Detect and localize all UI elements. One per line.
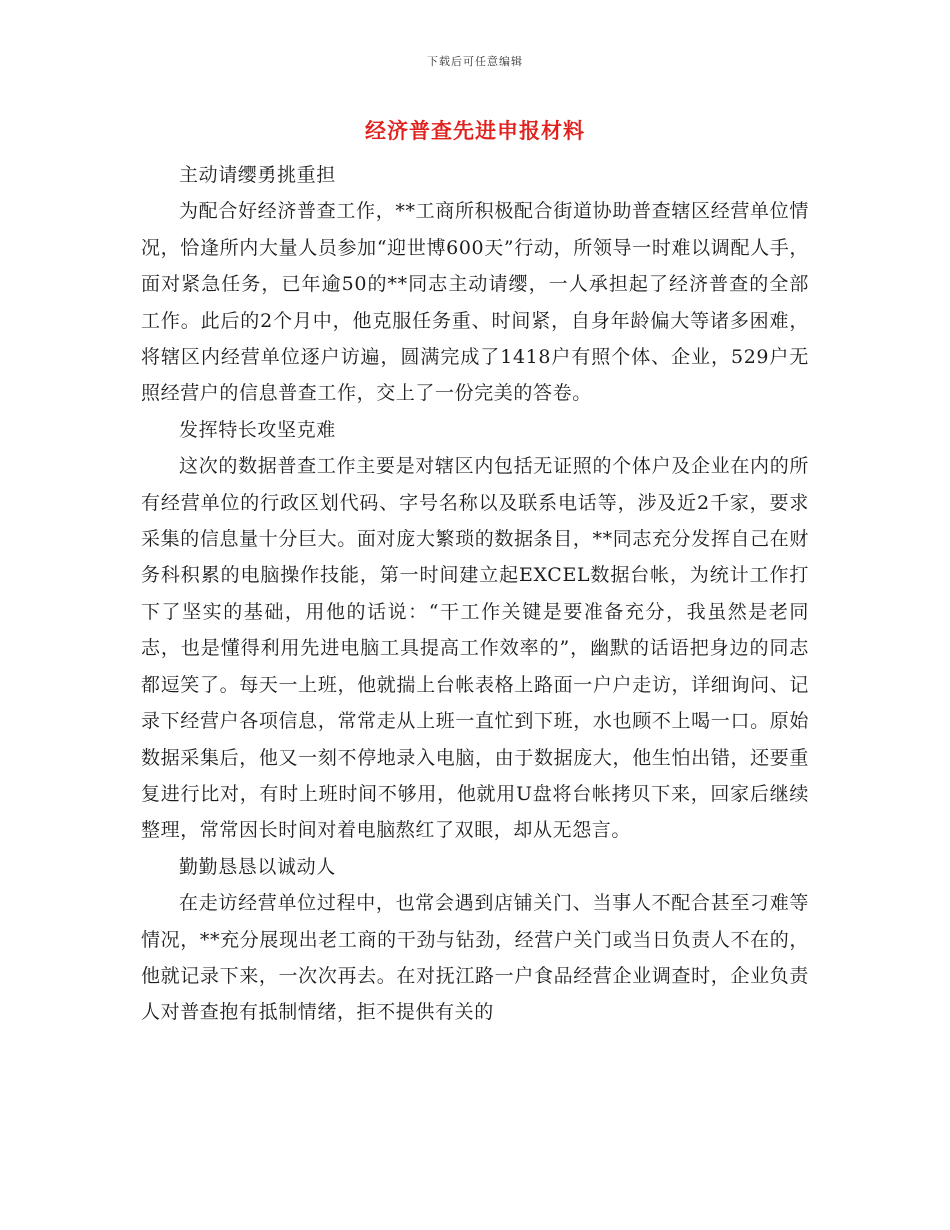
body-paragraph: 在走访经营单位过程中，也常会遇到店铺关门、当事人不配合甚至刁难等情况，**充分展现出老工商的干劲与钻劲，经营户关门或当日负责人不在的，他就记录下来，一次次再去。在对抚江路一户食品经营企业调查时，企业负责人对普查抱有抵制情绪，拒不提供有关的: [141, 892, 809, 1024]
document-body: [141, 157, 809, 1031]
document-title: 经济普查先进申报材料: [365, 118, 585, 143]
section-heading: 勤勤恳恳以诚动人: [179, 855, 336, 878]
section-heading: 主动请缨勇挑重担: [179, 164, 336, 186]
body-paragraph: 这次的数据普查工作主要是对辖区内包括无证照的个体户及企业在内的所有经营单位的行政区划代码、字号名称以及联系电话等，涉及近2千家，要求采集的信息量十分巨大。面对庞大繁琐的数据条目，**同志充分发挥自己在财务科积累的电脑操作技能，第一时间建立起EXCEL数据台帐，为统计工作打下了坚实的基础，用他的话说：“干工作关键是要准备充分，我虽然是老同志，也是懂得利用先进电脑工具提高工作效率的”，幽默的话语把身边的同志都逗笑了。每天一上班，他就揣上台帐表格上路面一户户走访，详细询问、记录下经营户各项信息，常常走从上班一直忙到下班，水也顾不上喝一口。原始数据采集后，他又一刻不停地录入电脑，由于数据庞大，他生怕出错，还要重复进行比对，有时上班时间不够用，他就用U盘将台帐拷贝下来，回家后继续整理，常常因长时间对着电脑熬红了双眼，却从无怨言。: [141, 455, 809, 842]
section-heading: 发挥特长攻坚克难: [179, 418, 336, 441]
header-note: 下载后可任意编辑: [427, 55, 523, 68]
body-paragraph: 为配合好经济普查工作，**工商所积极配合街道协助普查辖区经营单位情况，恰逢所内大量人员参加“迎世博600天”行动，所领导一时难以调配人手，面对紧急任务，已年逾50的**同志主动请缨，一人承担起了经济普查的全部工作。此后的2个月中，他克服任务重、时间紧，自身年龄偏大等诸多困难，将辖区内经营单位逐户访遍，圆满完成了1418户有照个体、企业，529户无照经营户的信息普查工作，交上了一份完美的答卷。: [141, 200, 809, 405]
